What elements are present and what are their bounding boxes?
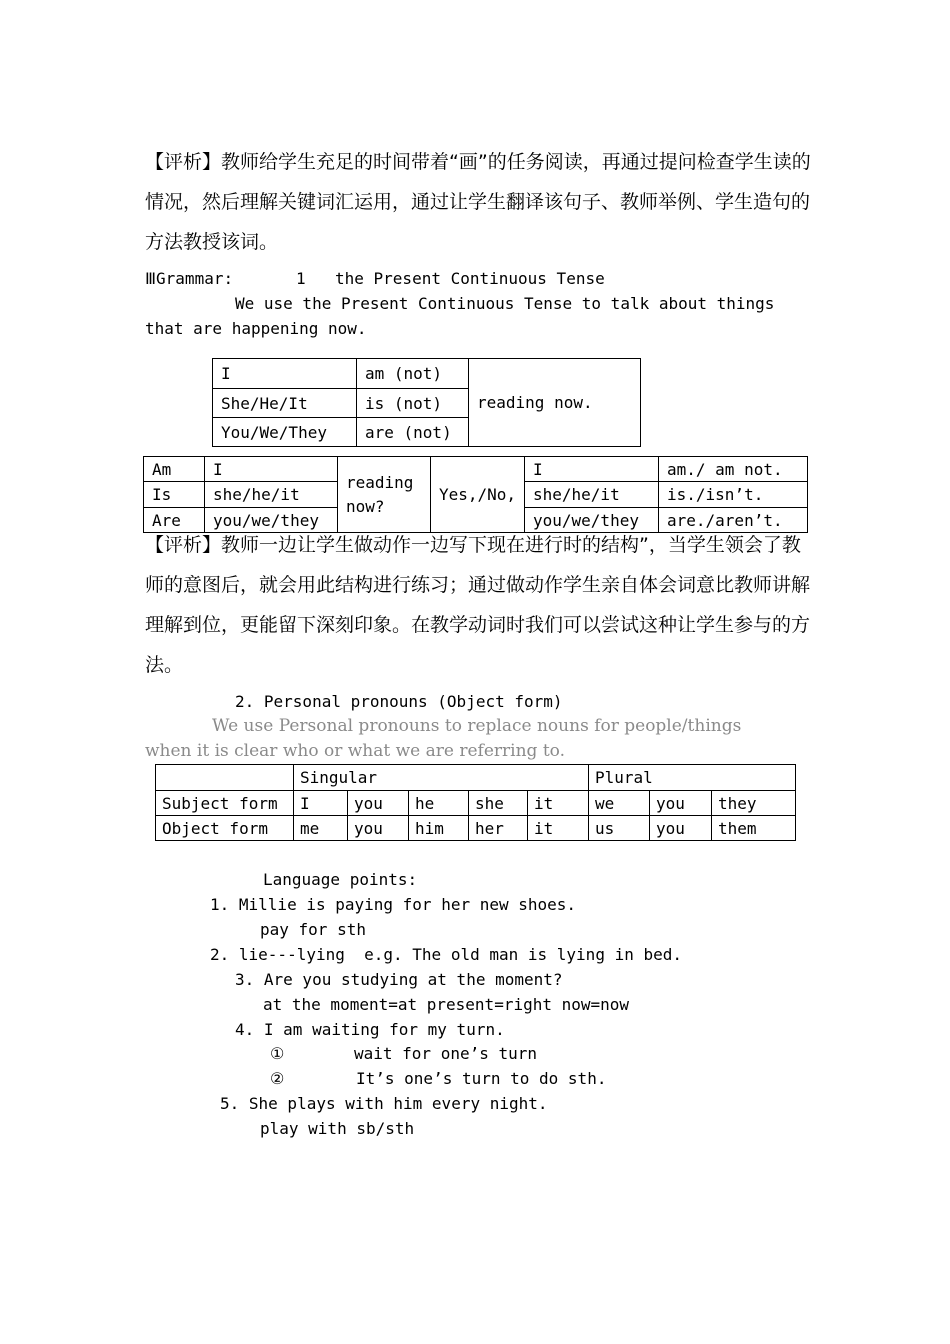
table-cell: you: [650, 816, 712, 841]
table-cell: I: [213, 359, 357, 389]
circled-number-1-marker: ①: [270, 1044, 285, 1063]
table-cell: Is: [144, 482, 205, 508]
grammar-heading-number: 1: [296, 269, 306, 288]
table-cell: am./ am not.: [659, 457, 808, 482]
subject-form-label: Subject form: [156, 791, 294, 816]
table-cell: are./aren’t.: [659, 508, 808, 533]
table-cell: she/he/it: [205, 482, 338, 508]
table-cell: it: [528, 791, 589, 816]
pronouns-description-line-1: We use Personal pronouns to replace nouns for people/things: [212, 716, 742, 736]
grammar-description-line-1: We use the Present Continuous Tense to talk about things: [235, 294, 775, 313]
personal-pronouns-table: [155, 764, 796, 841]
question-line-2: now?: [346, 496, 385, 516]
singular-header: Singular: [294, 765, 589, 791]
language-point-3-note: at the moment=at present=right now=now: [263, 995, 630, 1014]
table-cell: Am: [144, 457, 205, 482]
table-cell: us: [589, 816, 650, 841]
language-points-heading: Language points:: [263, 870, 418, 889]
table-cell: her: [469, 816, 528, 841]
language-point-4-note-a: wait for one’s turn: [354, 1044, 538, 1063]
table-cell-empty: [156, 765, 294, 791]
table-cell-yes-no: Yes,/No,: [431, 457, 525, 533]
table-cell: him: [409, 816, 469, 841]
table-cell: are (not): [357, 418, 469, 447]
present-continuous-structure-table: [212, 358, 641, 447]
table-row: [213, 359, 641, 389]
table-cell: you: [650, 791, 712, 816]
plural-header: Plural: [589, 765, 796, 791]
table-cell-question: [338, 457, 431, 533]
present-continuous-question-table: [143, 456, 808, 533]
table-cell: Are: [144, 508, 205, 533]
table-row: [144, 457, 808, 482]
table-cell: She/He/It: [213, 389, 357, 418]
table-cell: she/he/it: [525, 482, 659, 508]
language-point-4-note-b: It’s one’s turn to do sth.: [356, 1069, 607, 1088]
pronouns-heading: 2. Personal pronouns (Object form): [235, 692, 563, 711]
language-point-5-note: play with sb/sth: [260, 1119, 415, 1138]
table-cell: you/we/they: [205, 508, 338, 533]
table-cell: am (not): [357, 359, 469, 389]
table-cell: it: [528, 816, 589, 841]
circled-number-2-marker: ②: [270, 1069, 285, 1088]
table-cell: is./isn’t.: [659, 482, 808, 508]
table-row: [156, 791, 796, 816]
table-cell: I: [525, 457, 659, 482]
table-cell: he: [409, 791, 469, 816]
grammar-description-line-2: that are happening now.: [145, 319, 367, 338]
table-cell: You/We/They: [213, 418, 357, 447]
grammar-heading-title: the Present Continuous Tense: [335, 269, 605, 288]
language-point-3: 3. Are you studying at the moment?: [235, 970, 563, 989]
table-cell: me: [294, 816, 348, 841]
table-cell: you/we/they: [525, 508, 659, 533]
language-point-1-note: pay for sth: [260, 920, 366, 939]
language-point-2: 2. lie---lying e.g. The old man is lying in bed.: [210, 945, 683, 964]
table-cell: is (not): [357, 389, 469, 418]
language-point-4: 4. I am waiting for my turn.: [235, 1020, 505, 1039]
table-cell: you: [348, 816, 409, 841]
table-cell: they: [712, 791, 796, 816]
analysis-paragraph-2: 【评析】教师一边让学生做动作一边写下现在进行时的结构”，当学生领会了教师的意图后，就会用此结构进行练习；通过做动作学生亲自体会词意比教师讲解理解到位，更能留下深刻印象。在教学动词时我们可以尝试这种让学生参与的方法。: [145, 534, 811, 676]
table-row: [156, 765, 796, 791]
table-cell: I: [294, 791, 348, 816]
question-line-1: reading: [346, 472, 414, 492]
table-cell: you: [348, 791, 409, 816]
language-point-5: 5. She plays with him every night.: [220, 1094, 548, 1113]
language-point-1: 1. Millie is paying for her new shoes.: [210, 895, 577, 914]
table-cell: we: [589, 791, 650, 816]
analysis-paragraph-1: 【评析】教师给学生充足的时间带着“画”的任务阅读，再通过提问检查学生读的情况，然后理解关键词汇运用，通过让学生翻译该句子、教师举例、学生造句的方法教授该词。: [145, 151, 811, 253]
table-cell: I: [205, 457, 338, 482]
table-cell: them: [712, 816, 796, 841]
table-row: [156, 816, 796, 841]
grammar-heading-label: ⅢGrammar:: [145, 269, 234, 288]
pronouns-description-line-2: when it is clear who or what we are referring to.: [145, 741, 565, 761]
table-cell-predicate: reading now.: [469, 359, 641, 447]
object-form-label: Object form: [156, 816, 294, 841]
table-cell: she: [469, 791, 528, 816]
